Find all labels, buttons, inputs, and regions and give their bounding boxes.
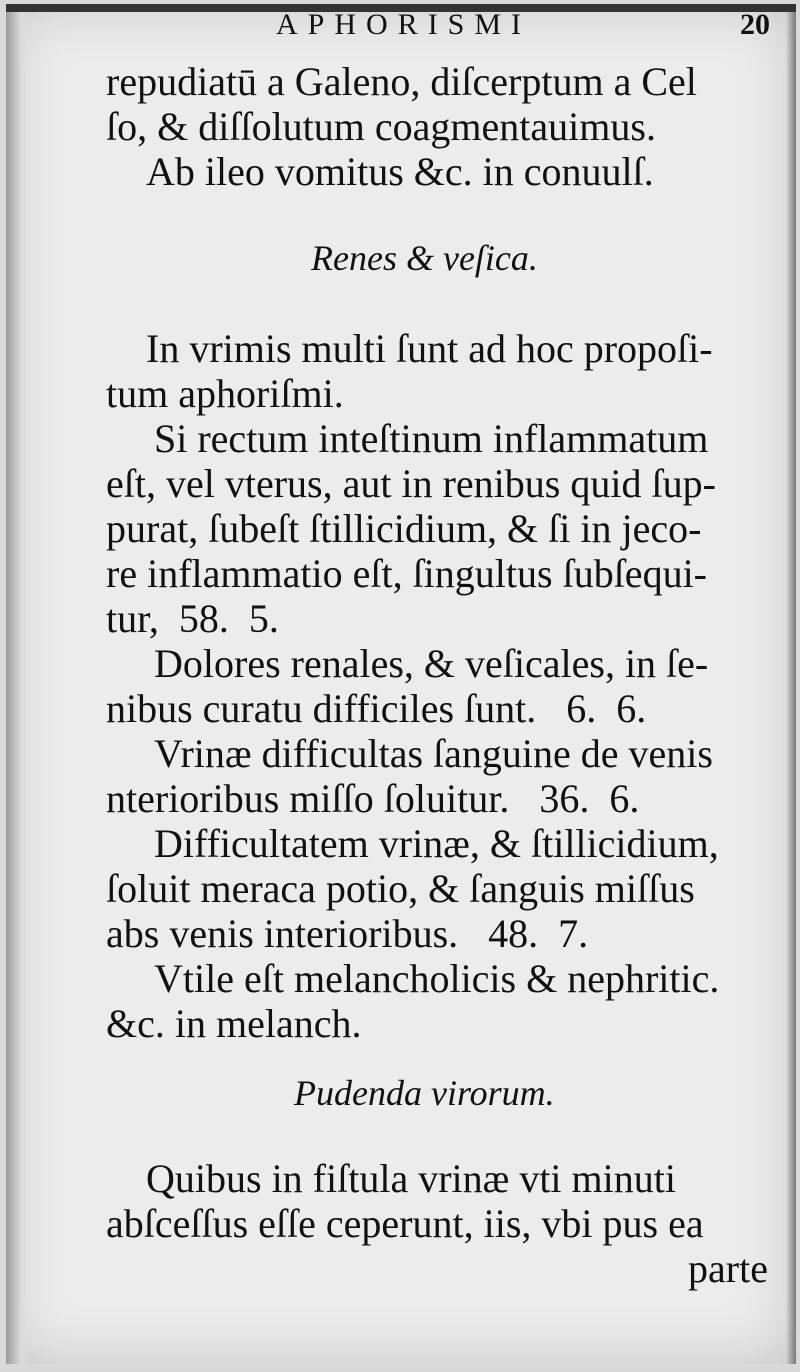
running-head: APHORISMI (276, 8, 532, 41)
text-line: Si rectum inteſtinum inflammatum (154, 416, 709, 461)
text-line: abs venis interioribus. 48. 7. (106, 911, 589, 956)
text-line: ſoluit meraca potio, & ſanguis miſſus (106, 866, 695, 911)
text-line: Vrinæ difficultas ſanguine de venis (154, 731, 713, 776)
text-line: eſt, vel vterus, aut in renibus quid ſup- (106, 461, 716, 506)
text-line: Vtile eſt melancholicis & nephritic. (154, 956, 720, 1001)
text-line: nibus curatu difficiles ſunt. 6. 6. (106, 686, 647, 731)
catchword: parte (688, 1246, 768, 1291)
page-left-edge-shadow (6, 4, 28, 1364)
text-line: ſo, & diſſolutum coagmentauimus. (106, 104, 656, 149)
text-line: Difficultatem vrinæ, & ſtillicidium, (154, 821, 719, 866)
page-number: 20 (740, 8, 770, 41)
book-page (6, 4, 796, 1364)
text-line: tum aphoriſmi. (106, 371, 344, 416)
text-line: Quibus in fiſtula vrinæ vti minuti (146, 1156, 676, 1201)
text-line: tur, 58. 5. (106, 596, 279, 641)
text-line: nterioribus miſſo ſoluitur. 36. 6. (106, 776, 640, 821)
text-line: abſceſſus eſſe ceperunt, iis, vbi pus ea (106, 1201, 704, 1246)
page-right-edge-shadow (786, 4, 796, 1364)
text-line: purat, ſubeſt ſtillicidium, & ſi in jeco- (106, 506, 702, 551)
section-heading: Renes & veſica. (311, 238, 538, 278)
text-line: repudiatū a Galeno, diſcerptum a Cel (106, 59, 697, 104)
text-line: Ab ileo vomitus &c. in conuulſ. (146, 149, 654, 194)
text-line: Dolores renales, & veſicales, in ſe- (154, 641, 709, 686)
text-line: &c. in melanch. (106, 1001, 362, 1046)
text-line: In vrimis multi ſunt ad hoc propoſi- (146, 326, 713, 371)
section-heading: Pudenda virorum. (294, 1073, 555, 1113)
text-line: re inflammatio eſt, ſingultus ſubſequi- (106, 551, 707, 596)
